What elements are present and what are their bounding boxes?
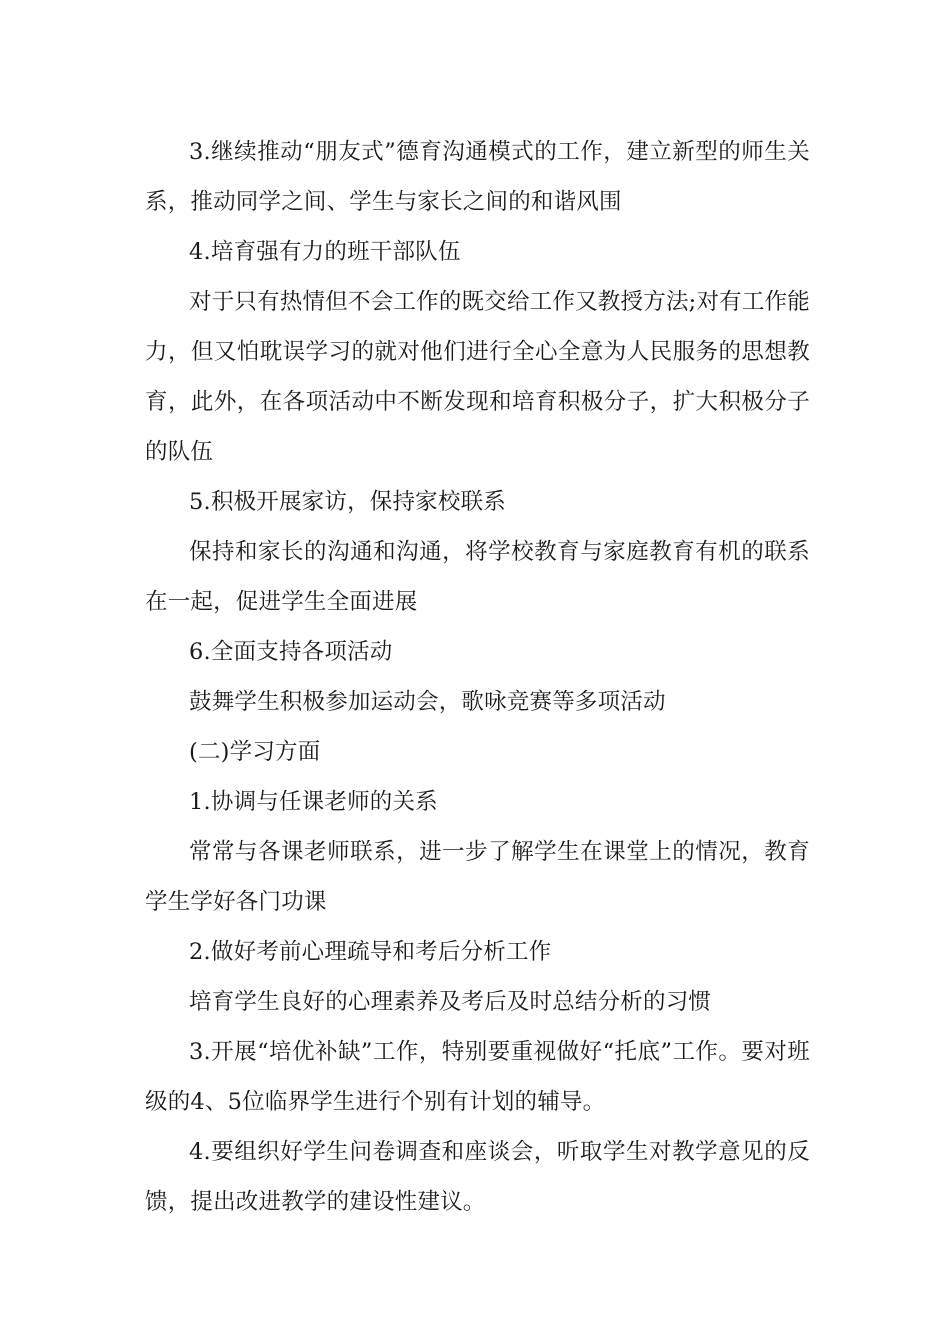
paragraph-item-6-activities: 6.全面支持各项活动: [189, 639, 393, 665]
paragraph-psychology-habits: 培育学生良好的心理素养及考后及时总结分析的习惯: [189, 989, 712, 1015]
paragraph-item-5-home-visits: 5.积极开展家访，保持家校联系: [189, 489, 506, 515]
paragraph-study-item-3: 3.开展“培优补缺”工作，特别要重视做好“托底”工作。要对班级的4、5位临界学生进行个别有计划的辅导。: [145, 1039, 810, 1115]
paragraph-parent-communication: 保持和家长的沟通和沟通，将学校教育与家庭教育有机的联系在一起，促进学生全面进展: [145, 539, 810, 615]
paragraph-study-item-2: 2.做好考前心理疏导和考后分析工作: [189, 939, 552, 965]
paragraph-cadre-training: 对于只有热情但不会工作的既交给工作又教授方法;对有工作能力，但又怕耽误学习的就对他们进行全心全意为人民服务的思想教育，此外，在各项活动中不断发现和培育积极分子，扩大积极分子的队伍: [145, 289, 810, 465]
paragraph-item-3-friendly-model: 3.继续推动“朋友式”德育沟通模式的工作，建立新型的师生关系，推动同学之间、学生与家长之间的和谐风围: [145, 139, 810, 215]
section-heading-study: (二)学习方面: [189, 739, 321, 765]
paragraph-study-item-1: 1.协调与任课老师的关系: [189, 789, 438, 815]
paragraph-item-4-class-cadres: 4.培育强有力的班干部队伍: [189, 239, 461, 265]
paragraph-teacher-contact: 常常与各课老师联系，进一步了解学生在课堂上的情况，教育学生学好各门功课: [145, 839, 810, 915]
document-body: [145, 127, 810, 1227]
paragraph-study-item-4: 4.要组织好学生问卷调查和座谈会，听取学生对教学意见的反馈，提出改进教学的建设性建议。: [145, 1139, 810, 1215]
paragraph-encourage-activities: 鼓舞学生积极参加运动会，歌咏竞赛等多项活动: [189, 689, 666, 715]
